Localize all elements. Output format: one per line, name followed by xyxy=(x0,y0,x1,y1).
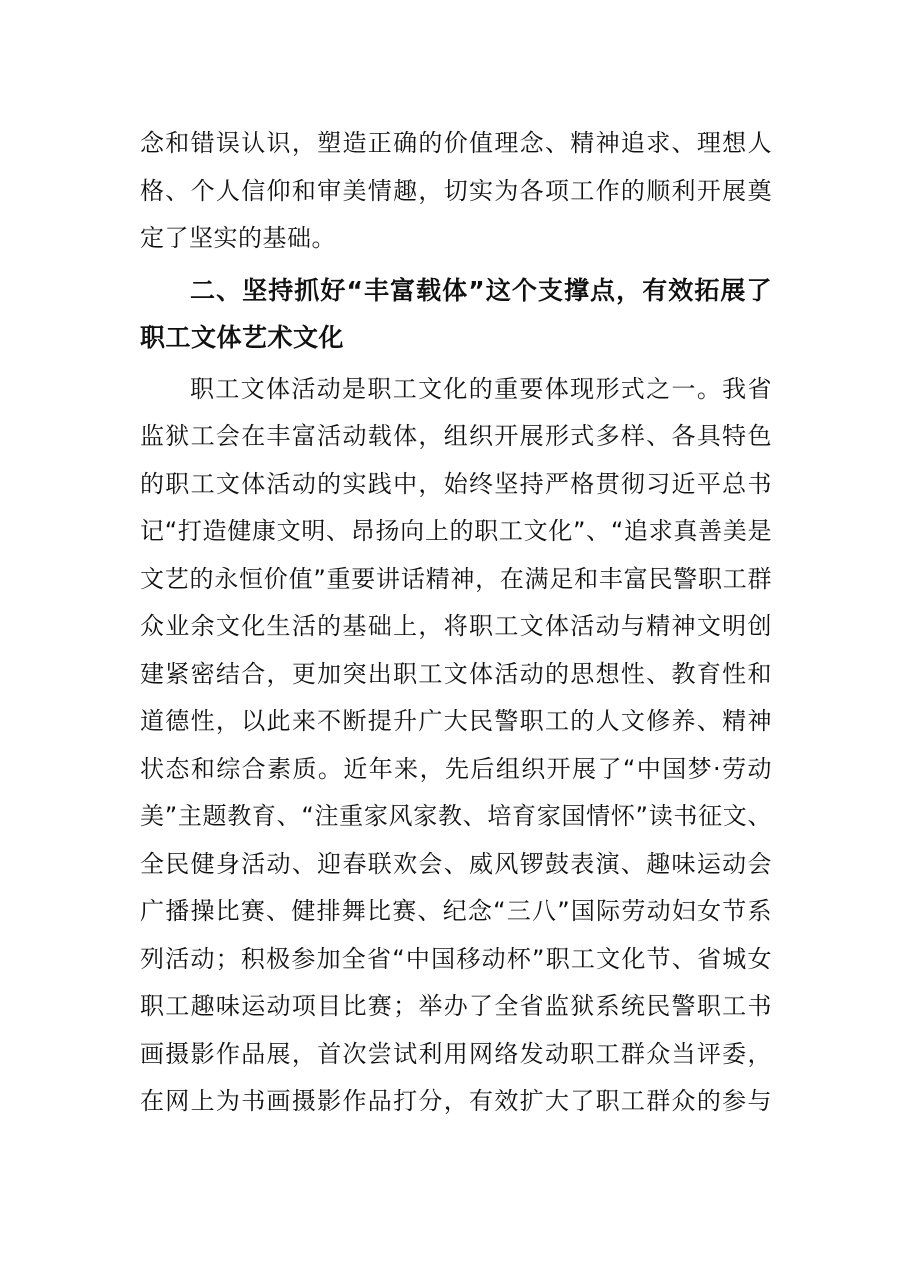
document-body xyxy=(140,120,772,1126)
text-line: 监狱工会在丰富活动载体，组织开展形式多样、各具特色 xyxy=(140,422,772,450)
text-line: 全民健身活动、迎春联欢会、威风锣鼓表演、趣味运动会 xyxy=(140,849,772,878)
text-line: 格、个人信仰和审美情趣，切实为各项工作的顺利开展奠 xyxy=(140,176,772,205)
text-line: 职工趣味运动项目比赛；举办了全省监狱系统民警职工书 xyxy=(140,992,772,1020)
text-line: 状态和综合素质。近年来，先后组织开展了“中国梦·劳动 xyxy=(140,754,772,783)
text-line: 列活动；积极参加全省“中国移动杯”职工文化节、省城女 xyxy=(140,944,772,973)
text-line: 文艺的永恒价值”重要讲话精神，在满足和丰富民警职工群 xyxy=(140,564,772,593)
heading-line: 职工文体艺术文化 xyxy=(140,323,345,352)
text-line: 记“打造健康文明、昂扬向上的职工文化”、“追求真善美是 xyxy=(140,517,772,545)
text-line: 定了坚实的基础。 xyxy=(140,224,336,252)
text-line: 广播操比赛、健排舞比赛、纪念“三八”国际劳动妇女节系 xyxy=(140,897,772,925)
paragraph-2 xyxy=(140,366,772,1126)
paragraph-1 xyxy=(140,120,772,263)
heading-line: 二、坚持抓好“丰富载体”这个支撑点，有效拓展了 xyxy=(190,275,772,305)
text-line: 职工文体活动是职工文化的重要体现形式之一。我省 xyxy=(190,374,772,403)
text-line: 在网上为书画摄影作品打分，有效扩大了职工群众的参与 xyxy=(140,1087,772,1115)
text-line: 建紧密结合，更加突出职工文体活动的思想性、教育性和 xyxy=(140,659,772,688)
text-line: 众业余文化生活的基础上，将职工文体活动与精神文明创 xyxy=(140,612,772,640)
text-line: 画摄影作品展，首次尝试利用网络发动职工群众当评委， xyxy=(140,1039,772,1068)
text-line: 的职工文体活动的实践中，始终坚持严格贯彻习近平总书 xyxy=(140,469,772,498)
text-line: 念和错误认识，塑造正确的价值理念、精神追求、理想人 xyxy=(140,129,772,157)
section-heading xyxy=(140,267,772,362)
text-line: 道德性，以此来不断提升广大民警职工的人文修养、精神 xyxy=(140,707,772,735)
text-line: 美”主题教育、“注重家风家教、培育家国情怀”读书征文、 xyxy=(140,802,772,830)
